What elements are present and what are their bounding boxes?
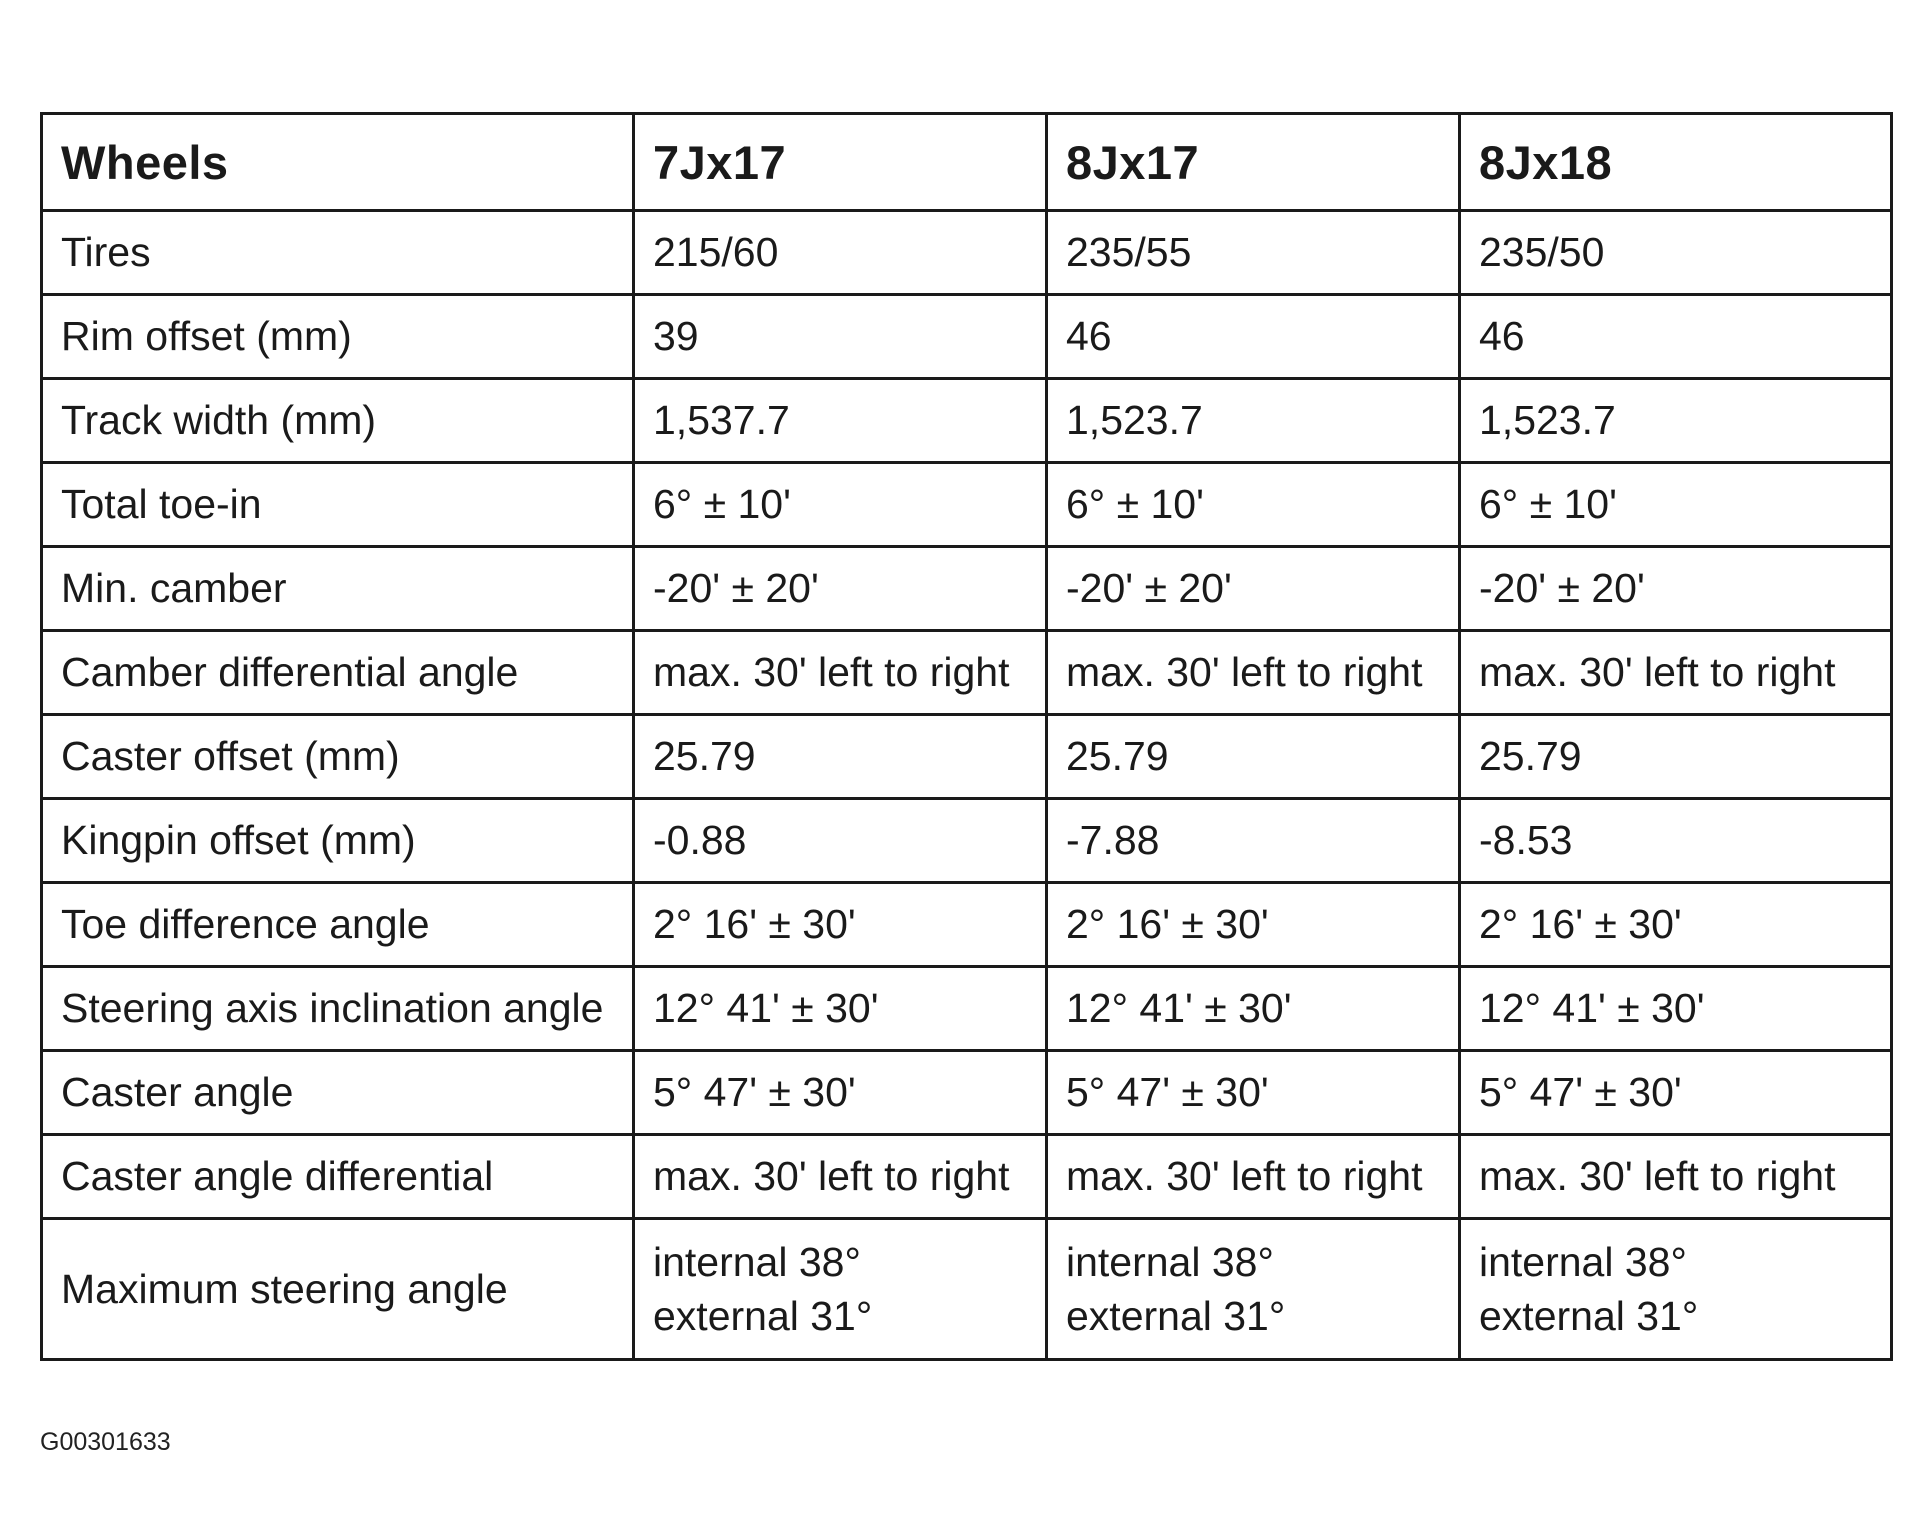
- table-cell: 46: [1460, 295, 1892, 379]
- table-cell: 12° 41' ± 30': [1460, 967, 1892, 1051]
- row-label: Caster angle: [42, 1051, 634, 1135]
- table-row: [42, 883, 1892, 967]
- table-cell: 6° ± 10': [634, 463, 1047, 547]
- row-label: Caster offset (mm): [42, 715, 634, 799]
- row-label: Caster angle differential: [42, 1135, 634, 1219]
- table-cell: 2° 16' ± 30': [1460, 883, 1892, 967]
- external-angle-value: external 31°: [1479, 1293, 1699, 1339]
- table-cell: max. 30' left to right: [1047, 1135, 1460, 1219]
- table-row: [42, 1219, 1892, 1360]
- table-row: [42, 547, 1892, 631]
- table-row: [42, 211, 1892, 295]
- table-cell: 5° 47' ± 30': [1047, 1051, 1460, 1135]
- table-cell: -7.88: [1047, 799, 1460, 883]
- table-cell: -0.88: [634, 799, 1047, 883]
- row-label: Total toe-in: [42, 463, 634, 547]
- table-cell: 1,523.7: [1460, 379, 1892, 463]
- external-angle-value: external 31°: [653, 1293, 873, 1339]
- row-label: Steering axis inclination angle: [42, 967, 634, 1051]
- table-cell: -20' ± 20': [1460, 547, 1892, 631]
- table-cell: 39: [634, 295, 1047, 379]
- table-cell: 235/55: [1047, 211, 1460, 295]
- table-row: [42, 967, 1892, 1051]
- row-label: Camber differential angle: [42, 631, 634, 715]
- table-row: [42, 631, 1892, 715]
- table-row: [42, 379, 1892, 463]
- table-cell: [1460, 1219, 1892, 1360]
- table-row: [42, 1135, 1892, 1219]
- table-cell: 5° 47' ± 30': [634, 1051, 1047, 1135]
- row-label: Track width (mm): [42, 379, 634, 463]
- row-label: Min. camber: [42, 547, 634, 631]
- table-cell: 25.79: [1460, 715, 1892, 799]
- table-cell: max. 30' left to right: [1460, 1135, 1892, 1219]
- table-cell: 6° ± 10': [1460, 463, 1892, 547]
- figure-id: G00301633: [40, 1428, 171, 1456]
- header-8jx18: 8Jx18: [1460, 114, 1892, 211]
- table-row: [42, 799, 1892, 883]
- table-cell: -20' ± 20': [634, 547, 1047, 631]
- table-cell: 25.79: [634, 715, 1047, 799]
- table-cell: [634, 1219, 1047, 1360]
- table-row: [42, 295, 1892, 379]
- table-cell: 1,523.7: [1047, 379, 1460, 463]
- table-cell: -20' ± 20': [1047, 547, 1460, 631]
- table-cell: 46: [1047, 295, 1460, 379]
- row-label: Toe difference angle: [42, 883, 634, 967]
- table-cell: 6° ± 10': [1047, 463, 1460, 547]
- row-label: Maximum steering angle: [42, 1219, 634, 1360]
- table-row: [42, 463, 1892, 547]
- table-row: [42, 1051, 1892, 1135]
- internal-angle-value: internal 38°: [653, 1239, 861, 1285]
- internal-angle-value: internal 38°: [1066, 1239, 1274, 1285]
- table-cell: 2° 16' ± 30': [634, 883, 1047, 967]
- table-cell: 25.79: [1047, 715, 1460, 799]
- table-cell: 2° 16' ± 30': [1047, 883, 1460, 967]
- table-cell: -8.53: [1460, 799, 1892, 883]
- row-label: Kingpin offset (mm): [42, 799, 634, 883]
- row-label: Tires: [42, 211, 634, 295]
- table-cell: 5° 47' ± 30': [1460, 1051, 1892, 1135]
- header-8jx17: 8Jx17: [1047, 114, 1460, 211]
- table-cell: 215/60: [634, 211, 1047, 295]
- table-cell: max. 30' left to right: [634, 631, 1047, 715]
- header-wheels: Wheels: [42, 114, 634, 211]
- external-angle-value: external 31°: [1066, 1293, 1286, 1339]
- wheel-alignment-spec-table: [40, 112, 1893, 1361]
- table-cell: 235/50: [1460, 211, 1892, 295]
- table-cell: 12° 41' ± 30': [634, 967, 1047, 1051]
- row-label: Rim offset (mm): [42, 295, 634, 379]
- table-cell: max. 30' left to right: [634, 1135, 1047, 1219]
- internal-angle-value: internal 38°: [1479, 1239, 1687, 1285]
- table-cell: [1047, 1219, 1460, 1360]
- table-header-row: [42, 114, 1892, 211]
- header-7jx17: 7Jx17: [634, 114, 1047, 211]
- table-cell: 1,537.7: [634, 379, 1047, 463]
- table-cell: max. 30' left to right: [1047, 631, 1460, 715]
- table-cell: 12° 41' ± 30': [1047, 967, 1460, 1051]
- table-row: [42, 715, 1892, 799]
- table-cell: max. 30' left to right: [1460, 631, 1892, 715]
